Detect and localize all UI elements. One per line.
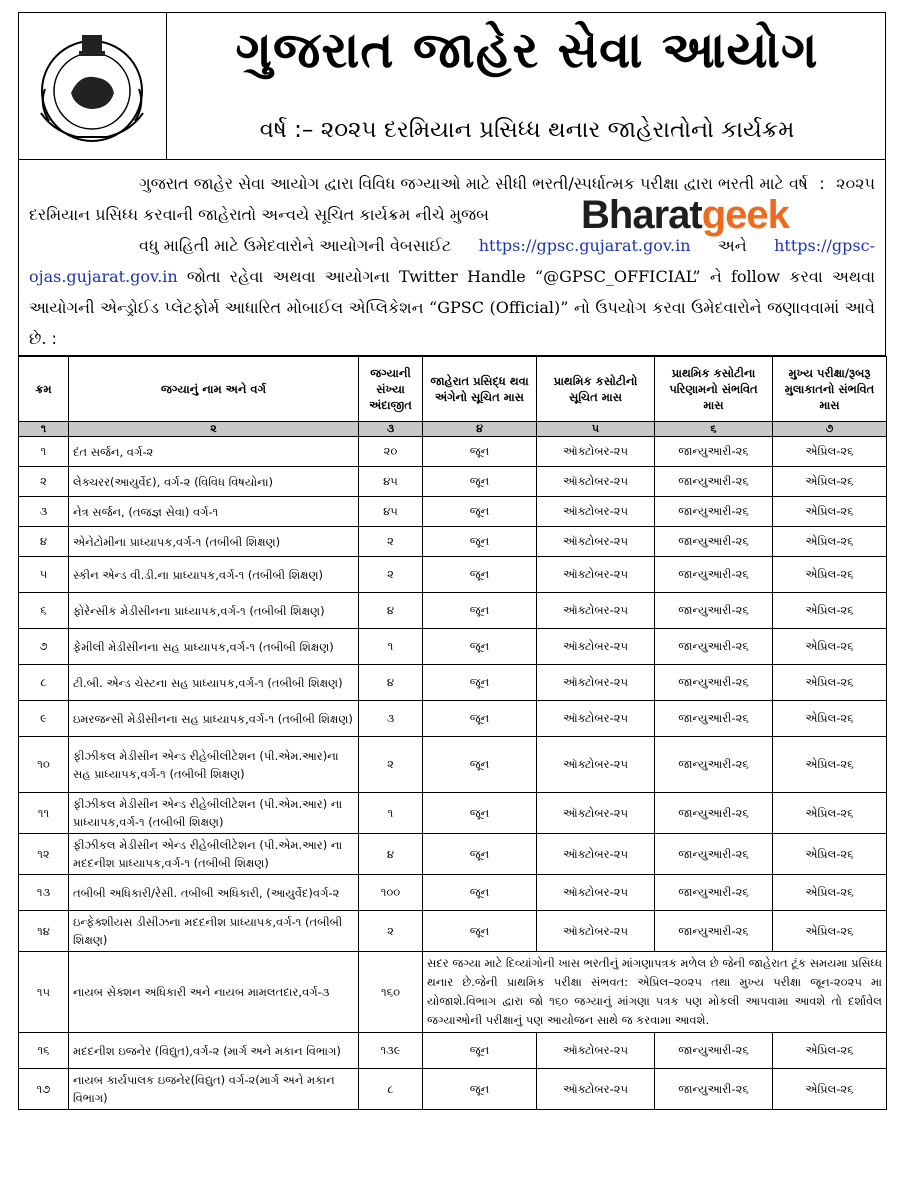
post-name: નાયબ કાર્યપાલક ઇજનેર(વિદ્યુત) વર્ગ-૨(માર્ગ અને મકાન વિભાગ): [69, 1069, 359, 1110]
page-title: ગુજરાત જાહેર સેવા આયોગ: [235, 21, 819, 79]
prelim-result-month: જાન્યુઆરી-૨૬: [655, 875, 773, 911]
prelim-result-month: જાન્યુઆરી-૨૬: [655, 701, 773, 737]
column-number: ૪: [423, 422, 537, 437]
post-name: ફીઝીકલ મેડીસીન એન્ડ રીહેબીલીટેશન (પી.એમ.આર) ના પ્રાધ્યાપક,વર્ગ-૧ (તબીબી શિક્ષણ): [69, 793, 359, 834]
table-row: [19, 1069, 887, 1110]
prelim-result-month: જાન્યુઆરી-૨૬: [655, 1033, 773, 1069]
main-exam-month: એપ્રિલ-૨૬: [773, 437, 887, 467]
main-exam-month: એપ્રિલ-૨૬: [773, 527, 887, 557]
header: [18, 12, 886, 160]
serial-number: ૧૬: [19, 1033, 69, 1069]
main-exam-month: એપ્રિલ-૨૬: [773, 793, 887, 834]
prelim-exam-month: ઑક્ટોબર-૨૫: [537, 527, 655, 557]
column-number-row: [19, 422, 887, 437]
prelim-result-month: જાન્યુઆરી-૨૬: [655, 557, 773, 593]
post-count: ૪: [359, 593, 423, 629]
intro-p2-b: અને: [717, 236, 747, 255]
serial-number: ૧૭: [19, 1069, 69, 1110]
intro-p2-c: જોતા રહેવા અથવા આયોગના: [186, 267, 390, 286]
advertisement-month: જૂન: [423, 629, 537, 665]
watermark-part-1: Bharat: [581, 193, 702, 237]
prelim-exam-month: ઑક્ટોબર-૨૫: [537, 497, 655, 527]
table-row: [19, 557, 887, 593]
post-name: તબીબી અધિકારી/રેસી. તબીબી અધિકારી, (આયુર્વેદ)વર્ગ-૨: [69, 875, 359, 911]
column-header: પ્રાથમિક કસોટીના પરિણામનો સંભવિત માસ: [655, 357, 773, 422]
prelim-result-month: જાન્યુઆરી-૨૬: [655, 665, 773, 701]
prelim-exam-month: ઑક્ટોબર-૨૫: [537, 701, 655, 737]
advertisement-month: જૂન: [423, 1069, 537, 1110]
post-name: ઇમરજન્સી મેડીસીનના સહ પ્રાધ્યાપક,વર્ગ-૧ (તબીબી શિક્ષણ): [69, 701, 359, 737]
prelim-exam-month: ઑક્ટોબર-૨૫: [537, 467, 655, 497]
post-count: ૧૦૦: [359, 875, 423, 911]
intro-p2-e: ને: [709, 267, 722, 286]
intro-line-2: : ૨૦૨૫ દરમિયાન પ્રસિધ્ધ કરવાની જાહેરાતો અન્વયે સૂચિત કાર્યક્રમ નીચે મુજબ: [29, 174, 875, 224]
serial-number: ૧: [19, 437, 69, 467]
table-row: [19, 1033, 887, 1069]
post-count: ૨: [359, 557, 423, 593]
column-header: ક્રમ: [19, 357, 69, 422]
table-body: [19, 437, 887, 1110]
post-count: ૩: [359, 701, 423, 737]
post-count: ૪૫: [359, 497, 423, 527]
column-number: ૩: [359, 422, 423, 437]
table-row: [19, 737, 887, 793]
prelim-exam-month: ઑક્ટોબર-૨૫: [537, 875, 655, 911]
main-exam-month: એપ્રિલ-૨૬: [773, 834, 887, 875]
table-row: [19, 665, 887, 701]
intro-p2-f: follow: [730, 267, 781, 286]
prelim-exam-month: ઑક્ટોબર-૨૫: [537, 665, 655, 701]
advertisement-month: જૂન: [423, 834, 537, 875]
main-exam-month: એપ્રિલ-૨૬: [773, 593, 887, 629]
serial-number: ૧૨: [19, 834, 69, 875]
table-row: [19, 437, 887, 467]
post-name: એનેટોમીના પ્રાધ્યાપક,વર્ગ-૧ (તબીબી શિક્ષણ): [69, 527, 359, 557]
serial-number: ૨: [19, 467, 69, 497]
prelim-exam-month: ઑક્ટોબર-૨૫: [537, 793, 655, 834]
post-name: ટી.બી. એન્ડ ચેસ્ટના સહ પ્રાધ્યાપક,વર્ગ-૧ (તબીબી શિક્ષણ): [69, 665, 359, 701]
main-exam-month: એપ્રિલ-૨૬: [773, 911, 887, 952]
post-name: ફીઝીકલ મેડીસીન એન્ડ રીહેબીલીટેશન (પી.એમ.આર)ના સહ પ્રાધ્યાપક,વર્ગ-૧ (તબીબી શિક્ષણ): [69, 737, 359, 793]
main-exam-month: એપ્રિલ-૨૬: [773, 701, 887, 737]
post-count: ૧૬૦: [359, 952, 423, 1033]
prelim-result-month: જાન્યુઆરી-૨૬: [655, 793, 773, 834]
post-name: ફીઝીકલ મેડીસીન એન્ડ રીહેબીલીટેશન (પી.એમ.આર) ના મદદનીશ પ્રાધ્યાપક,વર્ગ-૧ (તબીબી શિક્ષણ): [69, 834, 359, 875]
serial-number: ૪: [19, 527, 69, 557]
document-page: [18, 12, 888, 1168]
serial-number: ૮: [19, 665, 69, 701]
prelim-exam-month: ઑક્ટોબર-૨૫: [537, 593, 655, 629]
main-exam-month: એપ્રિલ-૨૬: [773, 1033, 887, 1069]
main-exam-month: એપ્રિલ-૨૬: [773, 557, 887, 593]
serial-number: ૭: [19, 629, 69, 665]
table-row: [19, 834, 887, 875]
column-header: જગ્યાની સંખ્યા અંદાજીત: [359, 357, 423, 422]
post-count: ૨: [359, 911, 423, 952]
post-name: ફોરેન્સીક મેડીસીનના પ્રાધ્યાપક,વર્ગ-૧ (તબીબી શિક્ષણ): [69, 593, 359, 629]
post-name: મદદનીશ ઇજનેર (વિદ્યુત),વર્ગ-૨ (માર્ગ અને મકાન વિભાગ): [69, 1033, 359, 1069]
post-name: નેત્ર સર્જન, (તજજ્ઞ સેવા) વર્ગ-૧: [69, 497, 359, 527]
post-name: લેક્ચરર(આયુર્વેદ), વર્ગ-૨ (વિવિધ વિષયોના): [69, 467, 359, 497]
advertisement-month: જૂન: [423, 875, 537, 911]
prelim-exam-month: ઑક્ટોબર-૨૫: [537, 1033, 655, 1069]
table-row: [19, 527, 887, 557]
serial-number: ૧૫: [19, 952, 69, 1033]
prelim-result-month: જાન્યુઆરી-૨૬: [655, 527, 773, 557]
intro-line-1: ગુજરાત જાહેર સેવા આયોગ દ્વારા વિવિધ જગ્યાઓ માટે સીધી ભરતી/સ્પર્ધાત્મક પરીક્ષા દ્વારા ભરતી માટે વર્ષ: [139, 174, 808, 193]
gpsc-ojas-link[interactable]: https://gpsc-ojas.gujarat.gov.in: [29, 236, 875, 286]
twitter-handle: Twitter Handle “@GPSC_OFFICIAL”: [399, 267, 701, 286]
post-name: દંત સર્જન, વર્ગ-૨: [69, 437, 359, 467]
table-row: [19, 793, 887, 834]
table-row: [19, 497, 887, 527]
serial-number: ૯: [19, 701, 69, 737]
post-count: ૧: [359, 793, 423, 834]
post-count: ૪: [359, 834, 423, 875]
serial-number: ૧૧: [19, 793, 69, 834]
column-number: ૨: [69, 422, 359, 437]
advertisement-month: જૂન: [423, 593, 537, 629]
table-header-row: [19, 357, 887, 422]
table-row: [19, 701, 887, 737]
watermark-part-2: geek: [701, 193, 789, 237]
advertisement-month: જૂન: [423, 527, 537, 557]
gpsc-logo: [19, 13, 167, 159]
serial-number: ૧૦: [19, 737, 69, 793]
main-exam-month: એપ્રિલ-૨૬: [773, 665, 887, 701]
intro-text: [18, 160, 886, 356]
post-name: ઇન્ફેક્શીયસ ડીસીઝના મદદનીશ પ્રાધ્યાપક,વર્ગ-૧ (તબીબી શિક્ષણ): [69, 911, 359, 952]
table-row: [19, 911, 887, 952]
serial-number: ૩: [19, 497, 69, 527]
table-row: [19, 593, 887, 629]
prelim-result-month: જાન્યુઆરી-૨૬: [655, 911, 773, 952]
table-row: [19, 467, 887, 497]
advertisement-month: જૂન: [423, 701, 537, 737]
prelim-exam-month: ઑક્ટોબર-૨૫: [537, 911, 655, 952]
remark-note: સદર જગ્યા માટે દિવ્યાંગોની ખાસ ભરતીનું માંગણાપત્રક મળેલ છે જેની જાહેરાત ટૂંક સમયમા પ્રસિધ્ધ થનાર છે.જેની પ્રાથમિક પરીક્ષા સંભવત: એપ્રિલ–૨૦૨૫ તથા મુખ્ય પરીક્ષા જૂન-૨૦૨૫ મા યોજાશે.વિભાગ દ્વારા જો ૧૬૦ જગ્યાનું માંગણા પત્રક પણ મોકલી આપવામા આવશે તો દર્શાવેલ જગ્યાઓની પરીક્ષાનું પણ આયોજન સાથે જ કરવામા આવશે.: [423, 952, 887, 1033]
serial-number: ૫: [19, 557, 69, 593]
gpsc-website-link[interactable]: https://gpsc.gujarat.gov.in: [478, 236, 691, 255]
main-exam-month: એપ્રિલ-૨૬: [773, 629, 887, 665]
main-exam-month: એપ્રિલ-૨૬: [773, 1069, 887, 1110]
emblem-icon: [19, 13, 165, 159]
intro-paragraph-2: [29, 230, 875, 354]
column-number: ૬: [655, 422, 773, 437]
prelim-exam-month: ઑક્ટોબર-૨૫: [537, 1069, 655, 1110]
table-row: [19, 629, 887, 665]
main-exam-month: એપ્રિલ-૨૬: [773, 467, 887, 497]
column-header: મુખ્ય પરીક્ષા/રૂબરૂ મુલાકાતનો સંભવિત માસ: [773, 357, 887, 422]
prelim-exam-month: ઑક્ટોબર-૨૫: [537, 437, 655, 467]
schedule-table: [18, 356, 887, 1110]
main-exam-month: એપ્રિલ-૨૬: [773, 875, 887, 911]
post-name: ફેમીલી મેડીસીનના સહ પ્રાધ્યાપક,વર્ગ-૧ (તબીબી શિક્ષણ): [69, 629, 359, 665]
column-header: જાહેરાત પ્રસિદ્ધ થવા અંગેનો સૂચિત માસ: [423, 357, 537, 422]
prelim-result-month: જાન્યુઆરી-૨૬: [655, 497, 773, 527]
intro-p2-i: નો ઉપયોગ કરવા ઉમેદવારોને જણાવવામાં આવે છે. :: [29, 298, 876, 348]
advertisement-month: જૂન: [423, 665, 537, 701]
prelim-result-month: જાન્યુઆરી-૨૬: [655, 593, 773, 629]
intro-p2-a: વધુ માહિતી માટે ઉમેદવારોને આયોગની વેબસાઈટ: [139, 236, 452, 255]
prelim-result-month: જાન્યુઆરી-૨૬: [655, 629, 773, 665]
main-exam-month: એપ્રિલ-૨૬: [773, 497, 887, 527]
post-count: ૨૦: [359, 437, 423, 467]
advertisement-month: જૂન: [423, 1033, 537, 1069]
advertisement-month: જૂન: [423, 467, 537, 497]
prelim-result-month: જાન્યુઆરી-૨૬: [655, 1069, 773, 1110]
post-count: ૮: [359, 1069, 423, 1110]
main-exam-month: એપ્રિલ-૨૬: [773, 737, 887, 793]
advertisement-month: જૂન: [423, 911, 537, 952]
serial-number: ૧૩: [19, 875, 69, 911]
serial-number: ૬: [19, 593, 69, 629]
column-header: જગ્યાનું નામ અને વર્ગ: [69, 357, 359, 422]
advertisement-month: જૂન: [423, 793, 537, 834]
serial-number: ૧૪: [19, 911, 69, 952]
table-row: [19, 952, 887, 1033]
intro-p2-g: કરવા અથવા આયોગની એન્ડ્રોઈડ પ્લેટફોર્મ આધારિત મોબાઈલ એપ્લિકેશન: [29, 267, 876, 317]
prelim-exam-month: ઑક્ટોબર-૨૫: [537, 557, 655, 593]
bharatgeek-watermark: [581, 193, 789, 237]
advertisement-month: જૂન: [423, 557, 537, 593]
column-header: પ્રાથમિક કસોટીનો સૂચિત માસ: [537, 357, 655, 422]
prelim-result-month: જાન્યુઆરી-૨૬: [655, 437, 773, 467]
post-count: ૧: [359, 629, 423, 665]
prelim-result-month: જાન્યુઆરી-૨૬: [655, 467, 773, 497]
column-number: ૧: [19, 422, 69, 437]
column-number: ૫: [537, 422, 655, 437]
column-number: ૭: [773, 422, 887, 437]
post-count: ૨: [359, 527, 423, 557]
post-count: ૨: [359, 737, 423, 793]
table-row: [19, 875, 887, 911]
prelim-exam-month: ઑક્ટોબર-૨૫: [537, 629, 655, 665]
prelim-exam-month: ઑક્ટોબર-૨૫: [537, 834, 655, 875]
advertisement-month: જૂન: [423, 437, 537, 467]
prelim-result-month: જાન્યુઆરી-૨૬: [655, 834, 773, 875]
post-count: ૪: [359, 665, 423, 701]
post-name: નાયબ સેક્શન અધિકારી અને નાયબ મામલતદાર,વર્ગ-૩: [69, 952, 359, 1033]
app-name: “GPSC (Official)”: [429, 298, 569, 317]
post-count: ૧૩૯: [359, 1033, 423, 1069]
prelim-result-month: જાન્યુઆરી-૨૬: [655, 737, 773, 793]
advertisement-month: જૂન: [423, 497, 537, 527]
advertisement-month: જૂન: [423, 737, 537, 793]
prelim-exam-month: ઑક્ટોબર-૨૫: [537, 737, 655, 793]
post-count: ૪૫: [359, 467, 423, 497]
post-name: સ્કીન એન્ડ વી.ડી.ના પ્રાધ્યાપક,વર્ગ-૧ (તબીબી શિક્ષણ): [69, 557, 359, 593]
page-subtitle: વર્ષ :– ૨૦૨૫ દરમિયાન પ્રસિધ્ધ થનાર જાહેરાતોનો કાર્યક્રમ: [259, 117, 795, 143]
